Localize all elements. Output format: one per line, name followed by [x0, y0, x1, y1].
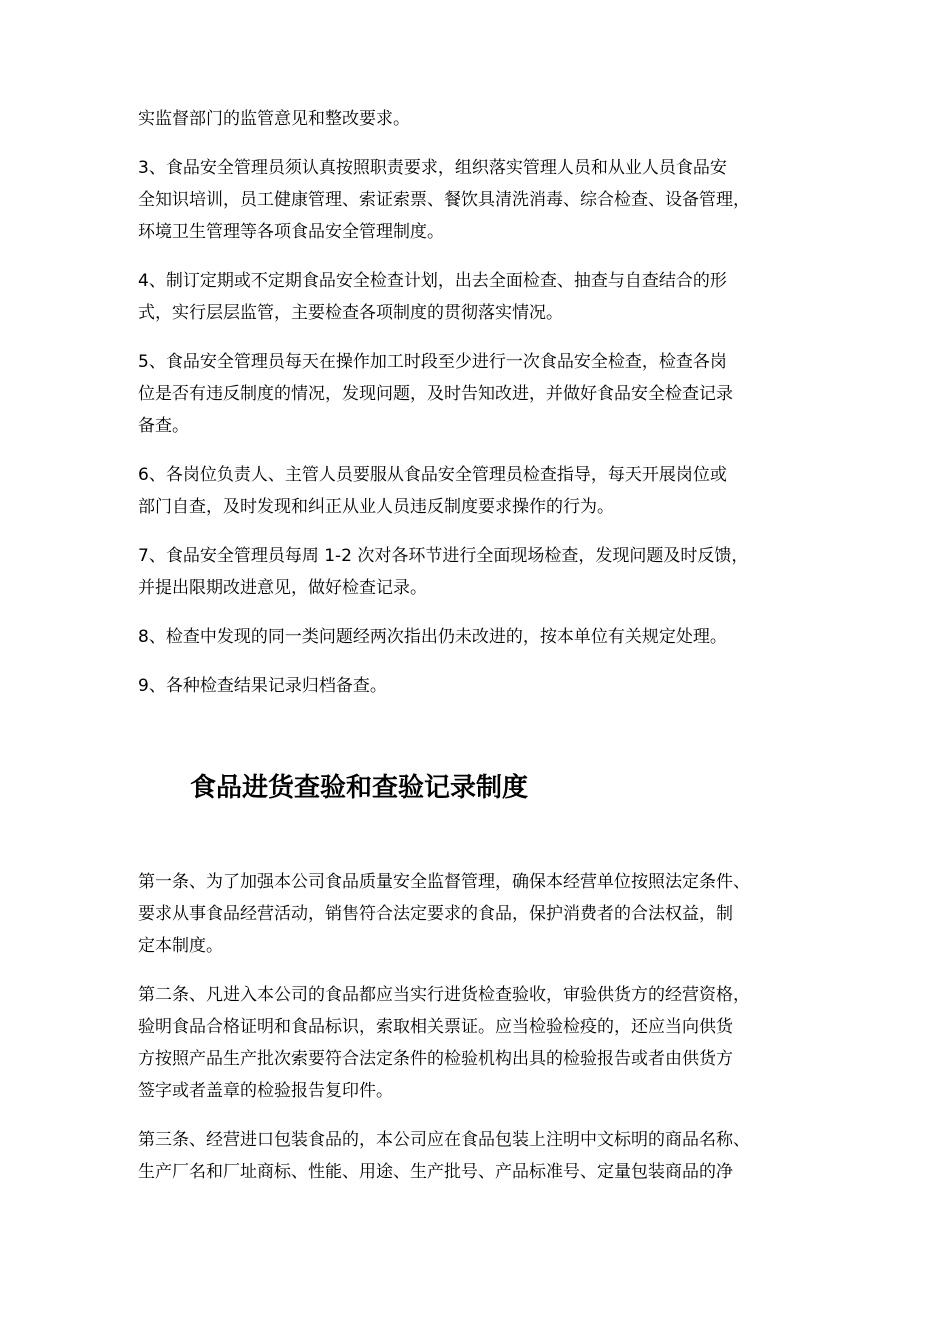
clause-8	[138, 621, 828, 653]
text-line: 4、制订定期或不定期食品安全检查计划，出去全面检查、抽查与自查结合的形	[138, 271, 727, 291]
text-line: 验明食品合格证明和食品标识，索取相关票证。应当检验检疫的，还应当向供货	[138, 1017, 733, 1037]
clause-3	[138, 152, 828, 248]
text-line: 第三条、经营进口包装食品的，本公司应在食品包装上注明中文标明的商品名称、	[138, 1130, 750, 1150]
paragraph-continuation	[138, 103, 828, 135]
text-line: 第二条、凡进入本公司的食品都应当实行进货检查验收，审验供货方的经营资格，	[138, 985, 750, 1005]
article-3	[138, 1124, 828, 1188]
text-line: 3、食品安全管理员须认真按照职责要求，组织落实管理人员和从业人员食品安	[138, 158, 727, 178]
text-line: 方按照产品生产批次索要符合法定条件的检验机构出具的检验报告或者由供货方	[138, 1049, 733, 1069]
text-line: 8、检查中发现的同一类问题经两次指出仍未改进的，按本单位有关规定处理。	[138, 627, 727, 647]
text-line: 环境卫生管理等各项食品安全管理制度。	[138, 222, 444, 242]
text-line: 6、各岗位负责人、主管人员要服从食品安全管理员检查指导，每天开展岗位或	[138, 465, 727, 485]
text-line: 备查。	[138, 416, 189, 436]
article-1	[138, 866, 828, 962]
article-2	[138, 979, 828, 1107]
clause-9	[138, 670, 828, 702]
text-line: 5、食品安全管理员每天在操作加工时段至少进行一次食品安全检查，检查各岗	[138, 352, 727, 372]
section-2-body	[138, 866, 828, 1188]
text-line: 式，实行层层监管，主要检查各项制度的贯彻落实情况。	[138, 303, 563, 323]
text-line: 第一条、为了加强本公司食品质量安全监督管理，确保本经营单位按照法定条件、	[138, 872, 750, 892]
text-line: 9、各种检查结果记录归档备查。	[138, 676, 387, 696]
text-line: 全知识培训，员工健康管理、索证索票、餐饮具清洗消毒、综合检查、设备管理，	[138, 190, 750, 210]
text-line: 定本制度。	[138, 936, 223, 956]
text-line: 生产厂名和厂址商标、性能、用途、生产批号、产品标准号、定量包装商品的净	[138, 1162, 733, 1182]
text-line: 要求从事食品经营活动，销售符合法定要求的食品，保护消费者的合法权益，制	[138, 904, 733, 924]
text-line: 位是否有违反制度的情况，发现问题，及时告知改进，并做好食品安全检查记录	[138, 384, 733, 404]
section-1-body	[138, 103, 828, 702]
text-line: 7、食品安全管理员每周 1-2 次对各环节进行全面现场检查，发现问题及时反馈，	[138, 546, 749, 566]
text-line: 部门自查，及时发现和纠正从业人员违反制度要求操作的行为。	[138, 497, 614, 517]
text-line: 签字或者盖章的检验报告复印件。	[138, 1081, 393, 1101]
clause-7	[138, 540, 828, 604]
clause-6	[138, 459, 828, 523]
section-heading: 食品进货查验和查验记录制度	[190, 773, 529, 803]
clause-5	[138, 346, 828, 442]
text-line: 并提出限期改进意见，做好检查记录。	[138, 578, 427, 598]
clause-4	[138, 265, 828, 329]
text-line: 实监督部门的监管意见和整改要求。	[138, 109, 410, 129]
